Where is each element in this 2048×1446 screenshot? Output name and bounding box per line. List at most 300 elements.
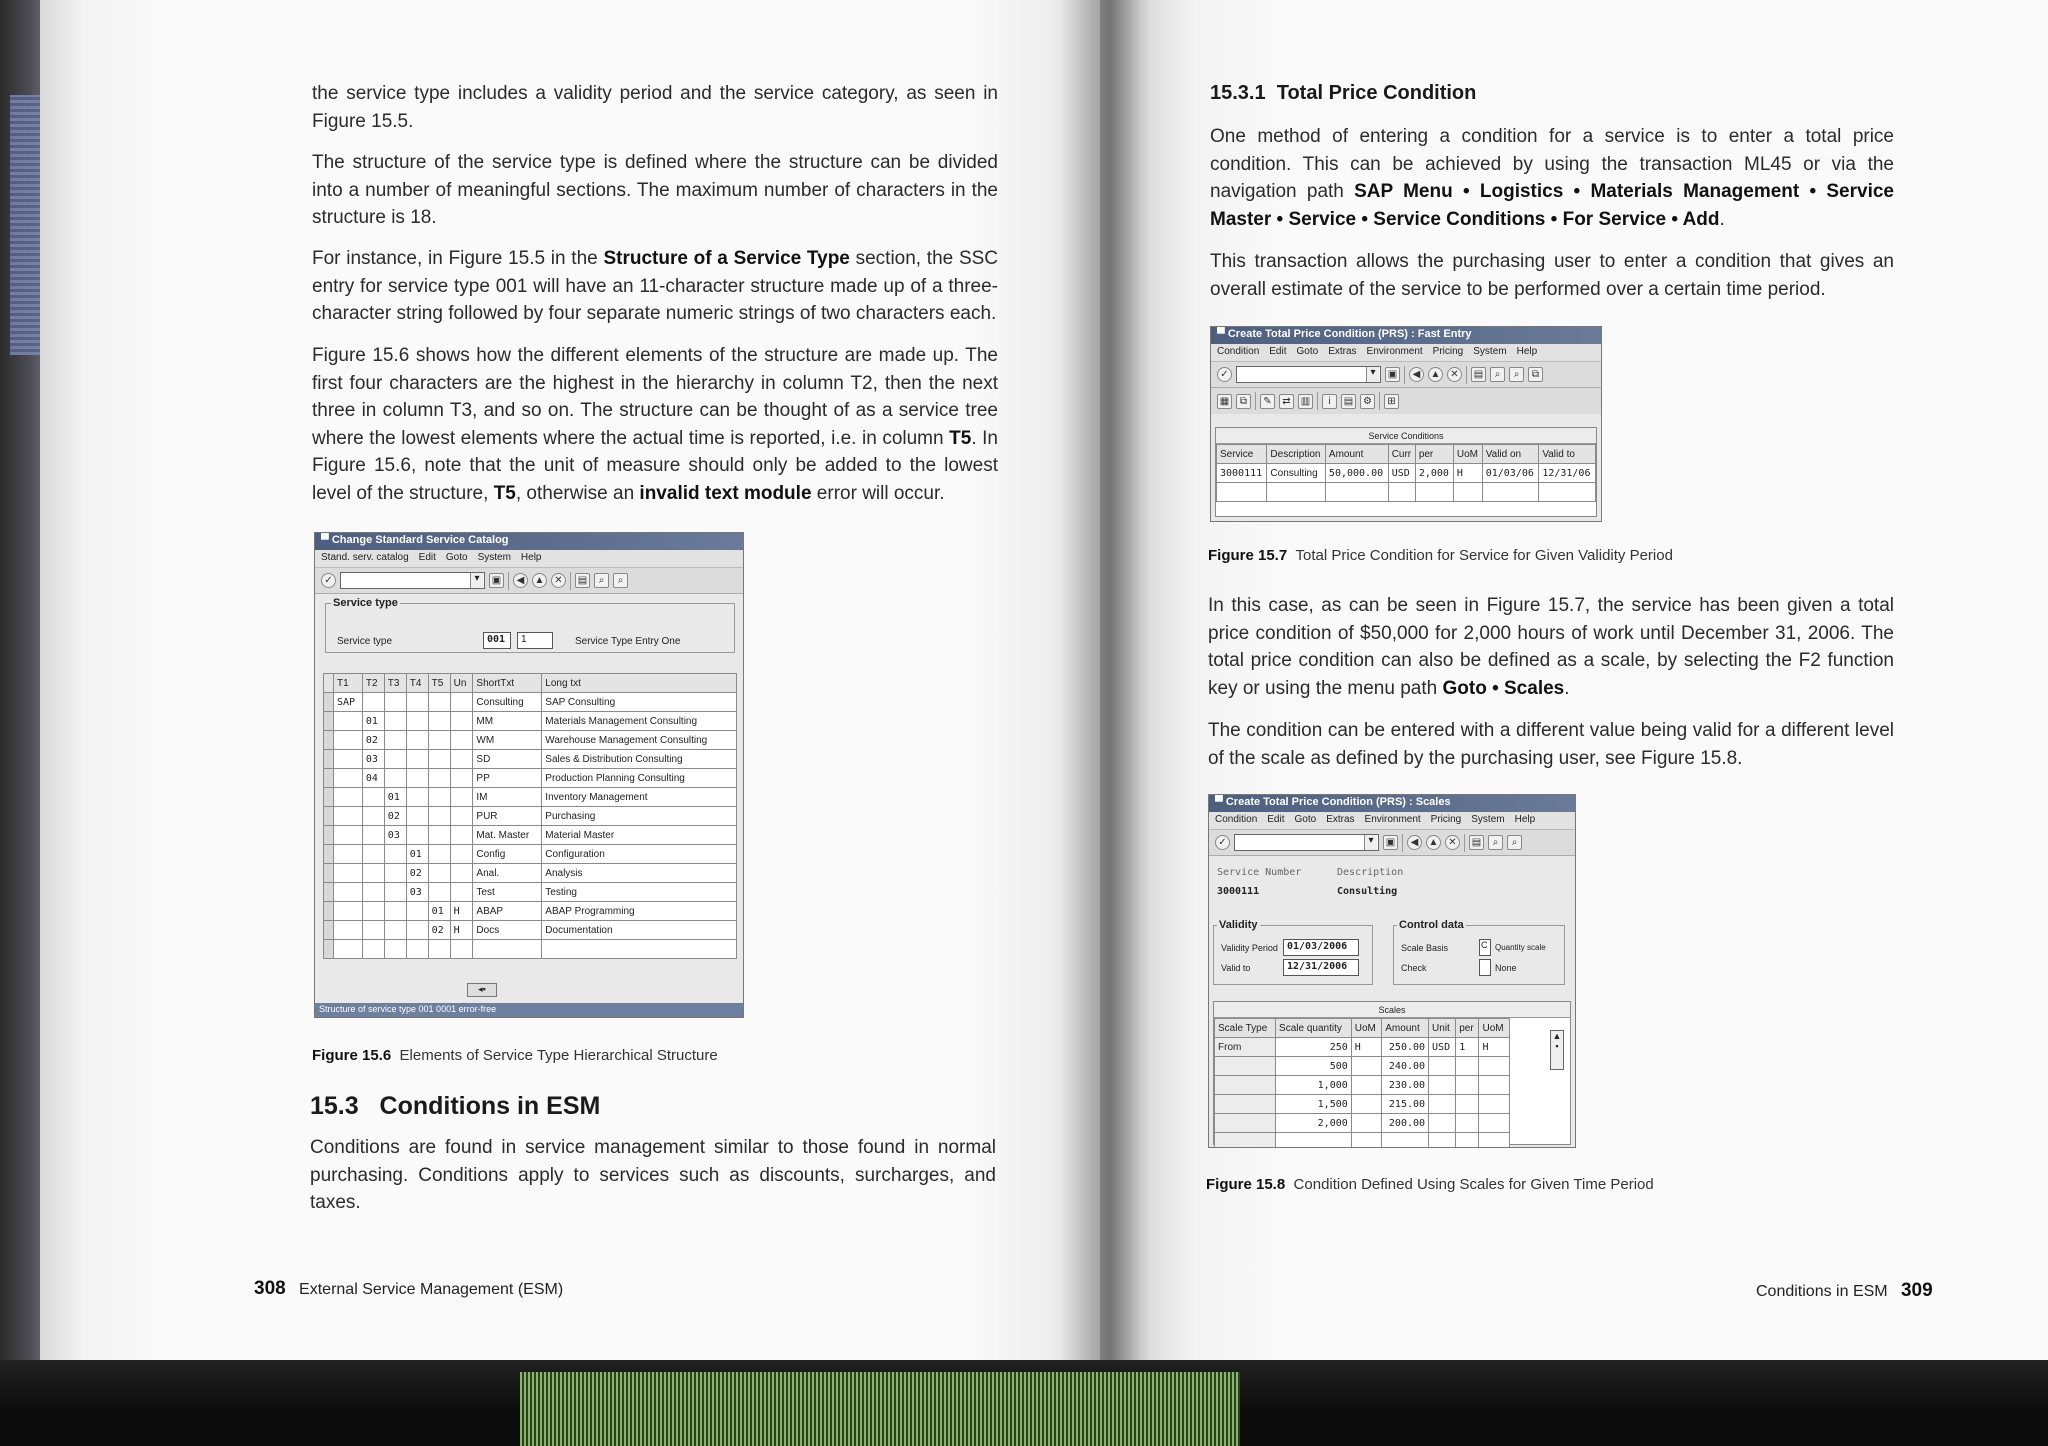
- table-cell[interactable]: [1479, 1095, 1510, 1114]
- table-cell[interactable]: [362, 883, 384, 902]
- table-row[interactable]: [1217, 483, 1596, 502]
- exit-icon[interactable]: ▲: [532, 573, 547, 588]
- command-field[interactable]: [1236, 366, 1381, 383]
- table-row[interactable]: [324, 693, 737, 712]
- table-cell[interactable]: [406, 750, 428, 769]
- table-cell[interactable]: [450, 693, 473, 712]
- scales-icon[interactable]: ▤: [1341, 394, 1356, 409]
- info-icon[interactable]: i: [1322, 394, 1337, 409]
- table-cell[interactable]: [334, 826, 363, 845]
- table-cell[interactable]: [428, 712, 450, 731]
- back-icon[interactable]: ◀: [1407, 835, 1422, 850]
- table-cell[interactable]: [450, 769, 473, 788]
- table-cell[interactable]: [428, 826, 450, 845]
- table-cell[interactable]: [384, 750, 406, 769]
- table-cell[interactable]: Sales & Distribution Consulting: [542, 750, 737, 769]
- structure-table: [323, 673, 737, 959]
- column-header[interactable]: per: [1415, 445, 1453, 464]
- link-icon[interactable]: ⇄: [1279, 394, 1294, 409]
- table-cell[interactable]: [384, 693, 406, 712]
- table-cell[interactable]: SAP: [334, 693, 363, 712]
- table-cell[interactable]: Documentation: [542, 921, 737, 940]
- table-cell[interactable]: [334, 883, 363, 902]
- detail-icon[interactable]: ▥: [1298, 394, 1313, 409]
- edit-icon[interactable]: ✎: [1260, 394, 1275, 409]
- horizontal-scroll[interactable]: ◂▪: [467, 983, 497, 997]
- table-cell[interactable]: [334, 750, 363, 769]
- print-icon[interactable]: ▤: [1471, 367, 1486, 382]
- table-cell[interactable]: [334, 769, 363, 788]
- table-cell[interactable]: [1215, 1114, 1276, 1133]
- table-cell[interactable]: 02: [362, 731, 384, 750]
- table-cell[interactable]: [450, 826, 473, 845]
- menu-item[interactable]: Goto: [1296, 346, 1319, 357]
- description-label: Description: [1337, 867, 1404, 878]
- column-header[interactable]: Scale quantity: [1276, 1019, 1352, 1038]
- table-cell[interactable]: Docs: [473, 921, 542, 940]
- table-cell[interactable]: 250.00: [1382, 1038, 1429, 1057]
- table-row[interactable]: [324, 788, 737, 807]
- table-row[interactable]: [1215, 1076, 1510, 1095]
- table-cell[interactable]: 1,500: [1276, 1095, 1352, 1114]
- table-cell[interactable]: H: [450, 921, 473, 940]
- table-cell[interactable]: 02: [428, 921, 450, 940]
- table-cell[interactable]: [406, 940, 428, 959]
- table-row[interactable]: [324, 845, 737, 864]
- menu-item[interactable]: System: [477, 552, 511, 563]
- exit-icon[interactable]: ▲: [1426, 835, 1441, 850]
- find-icon[interactable]: ⌕: [594, 573, 609, 588]
- table-cell[interactable]: [334, 807, 363, 826]
- column-header[interactable]: ShortTxt: [473, 674, 542, 693]
- table-cell[interactable]: [334, 845, 363, 864]
- cancel-icon[interactable]: ✕: [1447, 367, 1462, 382]
- command-field[interactable]: [340, 572, 485, 589]
- table-cell[interactable]: 03: [362, 750, 384, 769]
- table-cell[interactable]: [1415, 483, 1453, 502]
- table-cell[interactable]: 500: [1276, 1057, 1352, 1076]
- table-cell[interactable]: [428, 788, 450, 807]
- table-cell[interactable]: [542, 940, 737, 959]
- table-cell[interactable]: PUR: [473, 807, 542, 826]
- table-cell[interactable]: 230.00: [1382, 1076, 1429, 1095]
- table-cell[interactable]: [450, 712, 473, 731]
- table-row[interactable]: [324, 940, 737, 959]
- table-cell[interactable]: Warehouse Management Consulting: [542, 731, 737, 750]
- table-cell[interactable]: From: [1215, 1038, 1276, 1057]
- table-cell[interactable]: USD: [1429, 1038, 1456, 1057]
- table-row[interactable]: [324, 712, 737, 731]
- table-cell[interactable]: [450, 883, 473, 902]
- menu-item[interactable]: Help: [520, 552, 542, 563]
- row-selector[interactable]: [324, 940, 334, 959]
- table-row[interactable]: [1215, 1133, 1510, 1149]
- find-next-icon[interactable]: ⌕: [1507, 835, 1522, 850]
- table-cell[interactable]: [406, 921, 428, 940]
- menu-item[interactable]: Environment: [1366, 346, 1423, 357]
- valid-to-field[interactable]: 12/31/2006: [1283, 959, 1359, 976]
- table-cell[interactable]: Production Planning Consulting: [542, 769, 737, 788]
- command-field[interactable]: [1234, 834, 1379, 851]
- table-cell[interactable]: [362, 807, 384, 826]
- table-cell[interactable]: 2,000: [1276, 1114, 1352, 1133]
- table-cell[interactable]: [334, 940, 363, 959]
- table-cell[interactable]: [1479, 1057, 1510, 1076]
- table-cell[interactable]: [334, 712, 363, 731]
- figure-15-8-screenshot: [1208, 794, 1576, 1148]
- table-cell[interactable]: Mat. Master: [473, 826, 542, 845]
- find-next-icon[interactable]: ⌕: [1509, 367, 1524, 382]
- column-header[interactable]: Service: [1217, 445, 1267, 464]
- row-selector[interactable]: [324, 712, 334, 731]
- table-row[interactable]: [1215, 1095, 1510, 1114]
- table-cell[interactable]: [450, 750, 473, 769]
- select-column-header[interactable]: [324, 674, 334, 693]
- table-cell[interactable]: 1,000: [1276, 1076, 1352, 1095]
- cancel-icon[interactable]: ✕: [551, 573, 566, 588]
- table-cell[interactable]: [1217, 483, 1267, 502]
- save-icon[interactable]: ▣: [1383, 835, 1398, 850]
- table-cell[interactable]: Config: [473, 845, 542, 864]
- table-cell[interactable]: [1539, 483, 1596, 502]
- table-cell[interactable]: [450, 864, 473, 883]
- table-cell[interactable]: 215.00: [1382, 1095, 1429, 1114]
- table-cell[interactable]: [1456, 1133, 1479, 1149]
- table-cell[interactable]: [1453, 483, 1482, 502]
- table-row[interactable]: [324, 883, 737, 902]
- table-cell[interactable]: [428, 940, 450, 959]
- column-header[interactable]: T5: [428, 674, 450, 693]
- table-cell[interactable]: [1429, 1095, 1456, 1114]
- table-cell[interactable]: Material Master: [542, 826, 737, 845]
- menu-item[interactable]: Condition: [1215, 814, 1258, 825]
- table-cell[interactable]: Consulting: [473, 693, 542, 712]
- table-row[interactable]: [324, 826, 737, 845]
- vertical-scrollbar[interactable]: ▲ ▪: [1550, 1030, 1564, 1070]
- table-cell[interactable]: [1267, 483, 1326, 502]
- table-row[interactable]: [324, 731, 737, 750]
- column-header[interactable]: Valid to: [1539, 445, 1596, 464]
- table-cell[interactable]: [384, 902, 406, 921]
- table-cell[interactable]: H: [450, 902, 473, 921]
- table-cell[interactable]: Consulting: [1267, 464, 1326, 483]
- menu-item[interactable]: Extras: [1326, 814, 1355, 825]
- row-selector[interactable]: [324, 864, 334, 883]
- table-cell[interactable]: [334, 902, 363, 921]
- enter-icon[interactable]: ✓: [1215, 835, 1230, 850]
- table-cell[interactable]: [1456, 1057, 1479, 1076]
- column-header[interactable]: Amount: [1325, 445, 1388, 464]
- column-header[interactable]: T1: [334, 674, 363, 693]
- table-cell[interactable]: [1429, 1076, 1456, 1095]
- table-cell[interactable]: 04: [362, 769, 384, 788]
- back-icon[interactable]: ◀: [1409, 367, 1424, 382]
- table-cell[interactable]: [334, 788, 363, 807]
- table-cell[interactable]: [1351, 1133, 1382, 1149]
- menu-item[interactable]: Edit: [1267, 814, 1285, 825]
- table-cell[interactable]: 03: [406, 883, 428, 902]
- menu-item[interactable]: Pricing: [1432, 346, 1464, 357]
- settings-icon[interactable]: ⊞: [1384, 394, 1399, 409]
- table-cell[interactable]: [1351, 1114, 1382, 1133]
- table-cell[interactable]: SAP Consulting: [542, 693, 737, 712]
- table-cell[interactable]: [362, 826, 384, 845]
- table-cell[interactable]: [1215, 1133, 1276, 1149]
- save-icon[interactable]: ▣: [1385, 367, 1400, 382]
- table-cell[interactable]: [334, 921, 363, 940]
- column-header[interactable]: UoM: [1351, 1019, 1382, 1038]
- table-cell[interactable]: [1215, 1057, 1276, 1076]
- column-header[interactable]: UoM: [1453, 445, 1482, 464]
- table-cell[interactable]: [428, 864, 450, 883]
- table-cell[interactable]: USD: [1388, 464, 1415, 483]
- table-cell[interactable]: IM: [473, 788, 542, 807]
- table-cell[interactable]: [362, 788, 384, 807]
- row-selector[interactable]: [324, 883, 334, 902]
- table-cell[interactable]: 03: [384, 826, 406, 845]
- table-cell[interactable]: [406, 693, 428, 712]
- table-cell[interactable]: 12/31/06: [1539, 464, 1596, 483]
- table-cell[interactable]: 02: [406, 864, 428, 883]
- table-cell[interactable]: [384, 883, 406, 902]
- exit-icon[interactable]: ▲: [1428, 367, 1443, 382]
- table-cell[interactable]: SD: [473, 750, 542, 769]
- table-row[interactable]: [1215, 1057, 1510, 1076]
- table-cell[interactable]: [428, 731, 450, 750]
- table-cell[interactable]: [428, 693, 450, 712]
- table-cell[interactable]: Analysis: [542, 864, 737, 883]
- status-bar: Structure of service type 001 0001 error-free: [315, 1003, 743, 1017]
- row-selector[interactable]: [324, 750, 334, 769]
- table-cell[interactable]: 01: [362, 712, 384, 731]
- table-cell[interactable]: MM: [473, 712, 542, 731]
- table-cell[interactable]: [1215, 1095, 1276, 1114]
- table-row[interactable]: [324, 750, 737, 769]
- table-cell[interactable]: 50,000.00: [1325, 464, 1388, 483]
- column-header[interactable]: T4: [406, 674, 428, 693]
- table-cell[interactable]: Test: [473, 883, 542, 902]
- print-icon[interactable]: ▤: [575, 573, 590, 588]
- check-field[interactable]: [1479, 959, 1491, 976]
- table-cell[interactable]: [428, 807, 450, 826]
- table-cell[interactable]: [1479, 1114, 1510, 1133]
- table-cell[interactable]: [428, 769, 450, 788]
- table-row[interactable]: [324, 902, 737, 921]
- table-cell[interactable]: [362, 693, 384, 712]
- table-row[interactable]: [324, 807, 737, 826]
- table-cell[interactable]: [384, 921, 406, 940]
- table-cell[interactable]: Testing: [542, 883, 737, 902]
- table-cell[interactable]: ABAP Programming: [542, 902, 737, 921]
- row-selector[interactable]: [324, 693, 334, 712]
- table-cell[interactable]: Anal.: [473, 864, 542, 883]
- table-cell[interactable]: Materials Management Consulting: [542, 712, 737, 731]
- table-cell[interactable]: Inventory Management: [542, 788, 737, 807]
- table-cell[interactable]: [384, 712, 406, 731]
- table-cell[interactable]: 01: [406, 845, 428, 864]
- column-header[interactable]: Un: [450, 674, 473, 693]
- table-cell[interactable]: H: [1453, 464, 1482, 483]
- table-cell[interactable]: [406, 731, 428, 750]
- table-cell[interactable]: 01/03/06: [1482, 464, 1539, 483]
- column-header[interactable]: Unit: [1429, 1019, 1456, 1038]
- table-cell[interactable]: [450, 807, 473, 826]
- table-cell[interactable]: [1429, 1057, 1456, 1076]
- table-cell[interactable]: [1388, 483, 1415, 502]
- table-row[interactable]: [1215, 1114, 1510, 1133]
- menu-item[interactable]: Condition: [1217, 346, 1260, 357]
- table-cell[interactable]: [1351, 1076, 1382, 1095]
- table-cell[interactable]: H: [1351, 1038, 1382, 1057]
- scale-basis-field[interactable]: C: [1479, 939, 1491, 956]
- row-selector[interactable]: [324, 769, 334, 788]
- service-type-version-field[interactable]: 1: [517, 632, 553, 649]
- table-cell[interactable]: 3000111: [1217, 464, 1267, 483]
- row-selector[interactable]: [324, 731, 334, 750]
- condition-icon[interactable]: ▦: [1217, 394, 1232, 409]
- table-cell[interactable]: 01: [428, 902, 450, 921]
- row-selector[interactable]: [324, 807, 334, 826]
- table-cell[interactable]: [1429, 1114, 1456, 1133]
- table-cell[interactable]: ABAP: [473, 902, 542, 921]
- table-cell[interactable]: [428, 883, 450, 902]
- table-cell[interactable]: [428, 750, 450, 769]
- table-cell[interactable]: [450, 788, 473, 807]
- menu-item[interactable]: System: [1473, 346, 1507, 357]
- menu-item[interactable]: Extras: [1328, 346, 1357, 357]
- table-cell[interactable]: 200.00: [1382, 1114, 1429, 1133]
- menu-item[interactable]: Environment: [1364, 814, 1421, 825]
- menu-item[interactable]: Edit: [418, 552, 436, 563]
- row-selector[interactable]: [324, 826, 334, 845]
- menu-item[interactable]: Goto: [1294, 814, 1317, 825]
- table-cell[interactable]: [362, 845, 384, 864]
- find-next-icon[interactable]: ⌕: [613, 573, 628, 588]
- column-header[interactable]: T3: [384, 674, 406, 693]
- row-selector[interactable]: [324, 921, 334, 940]
- table-cell[interactable]: [406, 826, 428, 845]
- table-cell[interactable]: [384, 940, 406, 959]
- tools-icon[interactable]: ⚙: [1360, 394, 1375, 409]
- table-cell[interactable]: [450, 940, 473, 959]
- column-header[interactable]: Curr: [1388, 445, 1415, 464]
- table-cell[interactable]: [362, 940, 384, 959]
- copy-icon[interactable]: ⧉: [1236, 394, 1251, 409]
- column-header[interactable]: T2: [362, 674, 384, 693]
- table-row[interactable]: [324, 921, 737, 940]
- table-row[interactable]: [1217, 464, 1596, 483]
- menu-item[interactable]: Edit: [1269, 346, 1287, 357]
- table-cell[interactable]: H: [1479, 1038, 1510, 1057]
- column-header[interactable]: Description: [1267, 445, 1326, 464]
- table-cell[interactable]: [406, 788, 428, 807]
- table-cell[interactable]: 250: [1276, 1038, 1352, 1057]
- table-cell[interactable]: [362, 921, 384, 940]
- table-cell[interactable]: [384, 731, 406, 750]
- table-cell[interactable]: PP: [473, 769, 542, 788]
- row-selector[interactable]: [324, 902, 334, 921]
- table-cell[interactable]: [1382, 1133, 1429, 1149]
- table-cell[interactable]: [384, 864, 406, 883]
- enter-icon[interactable]: ✓: [321, 573, 336, 588]
- table-cell[interactable]: Purchasing: [542, 807, 737, 826]
- enter-icon[interactable]: ✓: [1217, 367, 1232, 382]
- menu-item[interactable]: Pricing: [1430, 814, 1462, 825]
- row-selector[interactable]: [324, 845, 334, 864]
- table-cell[interactable]: [1351, 1095, 1382, 1114]
- table-cell[interactable]: [406, 712, 428, 731]
- table-cell[interactable]: 2,000: [1415, 464, 1453, 483]
- table-cell[interactable]: 240.00: [1382, 1057, 1429, 1076]
- table-cell[interactable]: [1456, 1095, 1479, 1114]
- table-cell[interactable]: [1325, 483, 1388, 502]
- service-type-field[interactable]: 001: [483, 632, 511, 649]
- validity-period-field[interactable]: 01/03/2006: [1283, 939, 1359, 956]
- table-row[interactable]: [1215, 1038, 1510, 1057]
- save-icon[interactable]: ▣: [489, 573, 504, 588]
- table-cell[interactable]: 1: [1456, 1038, 1479, 1057]
- column-header[interactable]: Amount: [1382, 1019, 1429, 1038]
- table-cell[interactable]: [1479, 1076, 1510, 1095]
- table-cell[interactable]: 01: [384, 788, 406, 807]
- cancel-icon[interactable]: ✕: [1445, 835, 1460, 850]
- table-cell[interactable]: [406, 902, 428, 921]
- menu-item[interactable]: Help: [1514, 814, 1536, 825]
- table-cell[interactable]: [1482, 483, 1539, 502]
- menu-item[interactable]: Stand. serv. catalog: [321, 552, 409, 563]
- column-header[interactable]: per: [1456, 1019, 1479, 1038]
- menu-item[interactable]: Goto: [445, 552, 468, 563]
- table-cell[interactable]: [1215, 1076, 1276, 1095]
- table-row[interactable]: [324, 769, 737, 788]
- table-cell[interactable]: [450, 731, 473, 750]
- table-cell[interactable]: [406, 807, 428, 826]
- menu-item[interactable]: System: [1471, 814, 1505, 825]
- row-selector[interactable]: [324, 788, 334, 807]
- table-cell[interactable]: [1479, 1133, 1510, 1149]
- table-cell[interactable]: [362, 864, 384, 883]
- table-cell[interactable]: 02: [384, 807, 406, 826]
- table-cell[interactable]: WM: [473, 731, 542, 750]
- table-cell[interactable]: [450, 845, 473, 864]
- column-header[interactable]: Scale Type: [1215, 1019, 1276, 1038]
- table-cell[interactable]: [384, 769, 406, 788]
- find-icon[interactable]: ⌕: [1488, 835, 1503, 850]
- table-cell[interactable]: [334, 864, 363, 883]
- table-cell[interactable]: [334, 731, 363, 750]
- find-icon[interactable]: ⌕: [1490, 367, 1505, 382]
- back-icon[interactable]: ◀: [513, 573, 528, 588]
- table-cell[interactable]: [1351, 1057, 1382, 1076]
- table-cell[interactable]: [1429, 1133, 1456, 1149]
- table-cell[interactable]: [428, 845, 450, 864]
- table-cell[interactable]: [384, 845, 406, 864]
- table-cell[interactable]: [1276, 1133, 1352, 1149]
- table-cell[interactable]: [406, 769, 428, 788]
- table-row[interactable]: [324, 864, 737, 883]
- table-cell[interactable]: [362, 902, 384, 921]
- new-session-icon[interactable]: ⧉: [1528, 367, 1543, 382]
- column-header[interactable]: UoM: [1479, 1019, 1510, 1038]
- table-cell[interactable]: [473, 940, 542, 959]
- column-header[interactable]: Valid on: [1482, 445, 1539, 464]
- menu-item[interactable]: Help: [1516, 346, 1538, 357]
- table-cell[interactable]: [1456, 1114, 1479, 1133]
- table-cell[interactable]: Configuration: [542, 845, 737, 864]
- print-icon[interactable]: ▤: [1469, 835, 1484, 850]
- column-header[interactable]: Long txt: [542, 674, 737, 693]
- table-cell[interactable]: [1456, 1076, 1479, 1095]
